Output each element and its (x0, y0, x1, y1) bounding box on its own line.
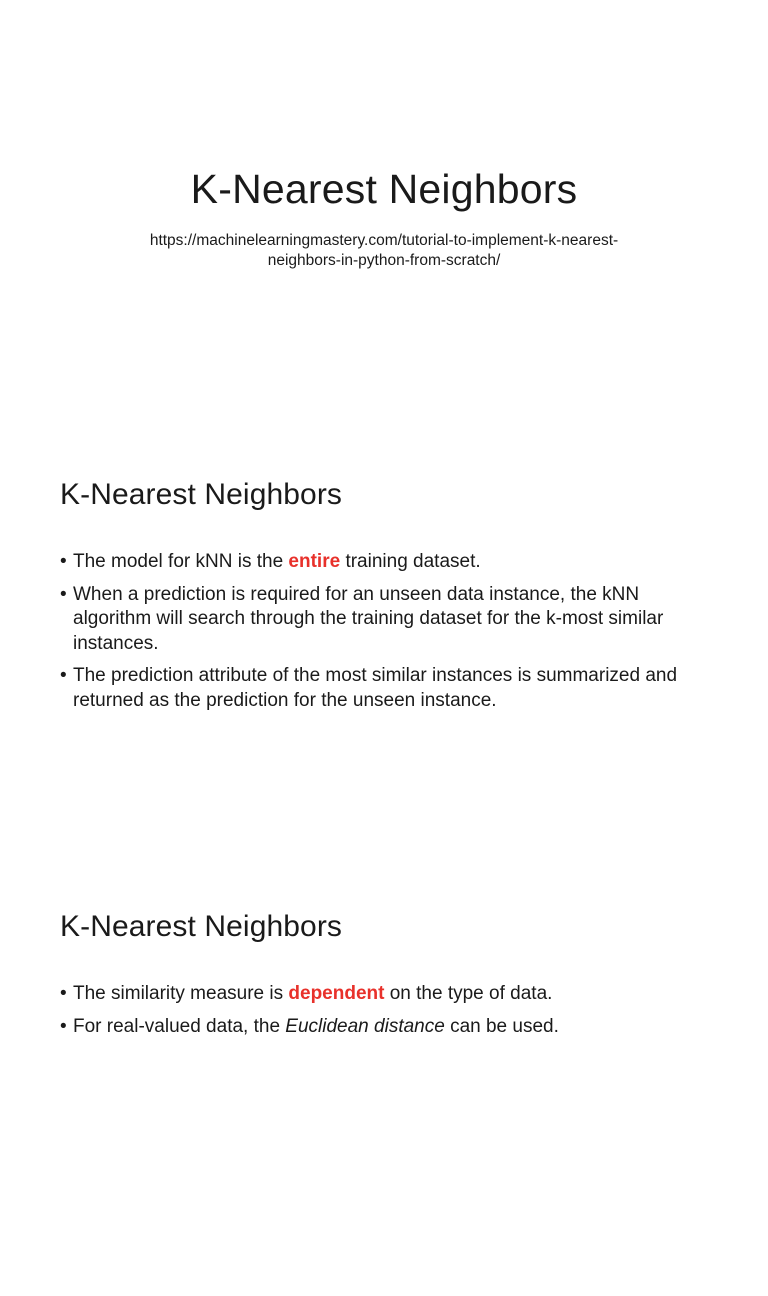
content-slide-2 (0, 864, 768, 1296)
bullet-text: training dataset. (340, 551, 481, 572)
bullet-list (60, 982, 720, 1047)
title-slide (0, 0, 768, 432)
emphasis-text: dependent (288, 983, 385, 1004)
italic-text: Euclidean distance (285, 1015, 445, 1037)
bullet-text: The prediction attribute of the most similar instances is summarized and returned as the prediction for the unseen instance. (73, 665, 678, 711)
bullet-item (60, 1015, 720, 1040)
source-url-line-1[interactable]: https://machinelearningmastery.com/tutorial-to-implement-k-nearest- (149, 232, 619, 249)
bullet-item (60, 982, 720, 1007)
slide-title: K-Nearest Neighbors (190, 166, 578, 212)
slide-heading: K-Nearest Neighbors (60, 910, 343, 943)
source-url[interactable] (84, 231, 684, 271)
bullet-marker: • (60, 551, 67, 572)
bullet-text: The model for kNN is the (73, 551, 289, 572)
bullet-text: on the type of data. (384, 983, 553, 1004)
bullet-item (60, 583, 720, 657)
bullet-marker: • (60, 983, 67, 1004)
bullet-text: For real-valued data, the (73, 1015, 286, 1037)
bullet-list (60, 550, 720, 721)
bullet-text: can be used. (444, 1015, 559, 1037)
slide-heading: K-Nearest Neighbors (60, 478, 343, 511)
bullet-text: When a prediction is required for an unseen data instance, the kNN algorithm will search through the training dataset for the k-most similar instances. (73, 583, 664, 654)
bullet-marker: • (60, 583, 67, 605)
bullet-marker: • (60, 1015, 67, 1037)
emphasis-text: entire (288, 551, 341, 572)
bullet-text: The similarity measure is (73, 983, 289, 1004)
content-slide-1 (0, 432, 768, 864)
bullet-marker: • (60, 665, 67, 686)
bullet-item (60, 664, 720, 713)
source-url-line-2[interactable]: neighbors-in-python-from-scratch/ (267, 252, 501, 269)
bullet-item (60, 550, 720, 575)
